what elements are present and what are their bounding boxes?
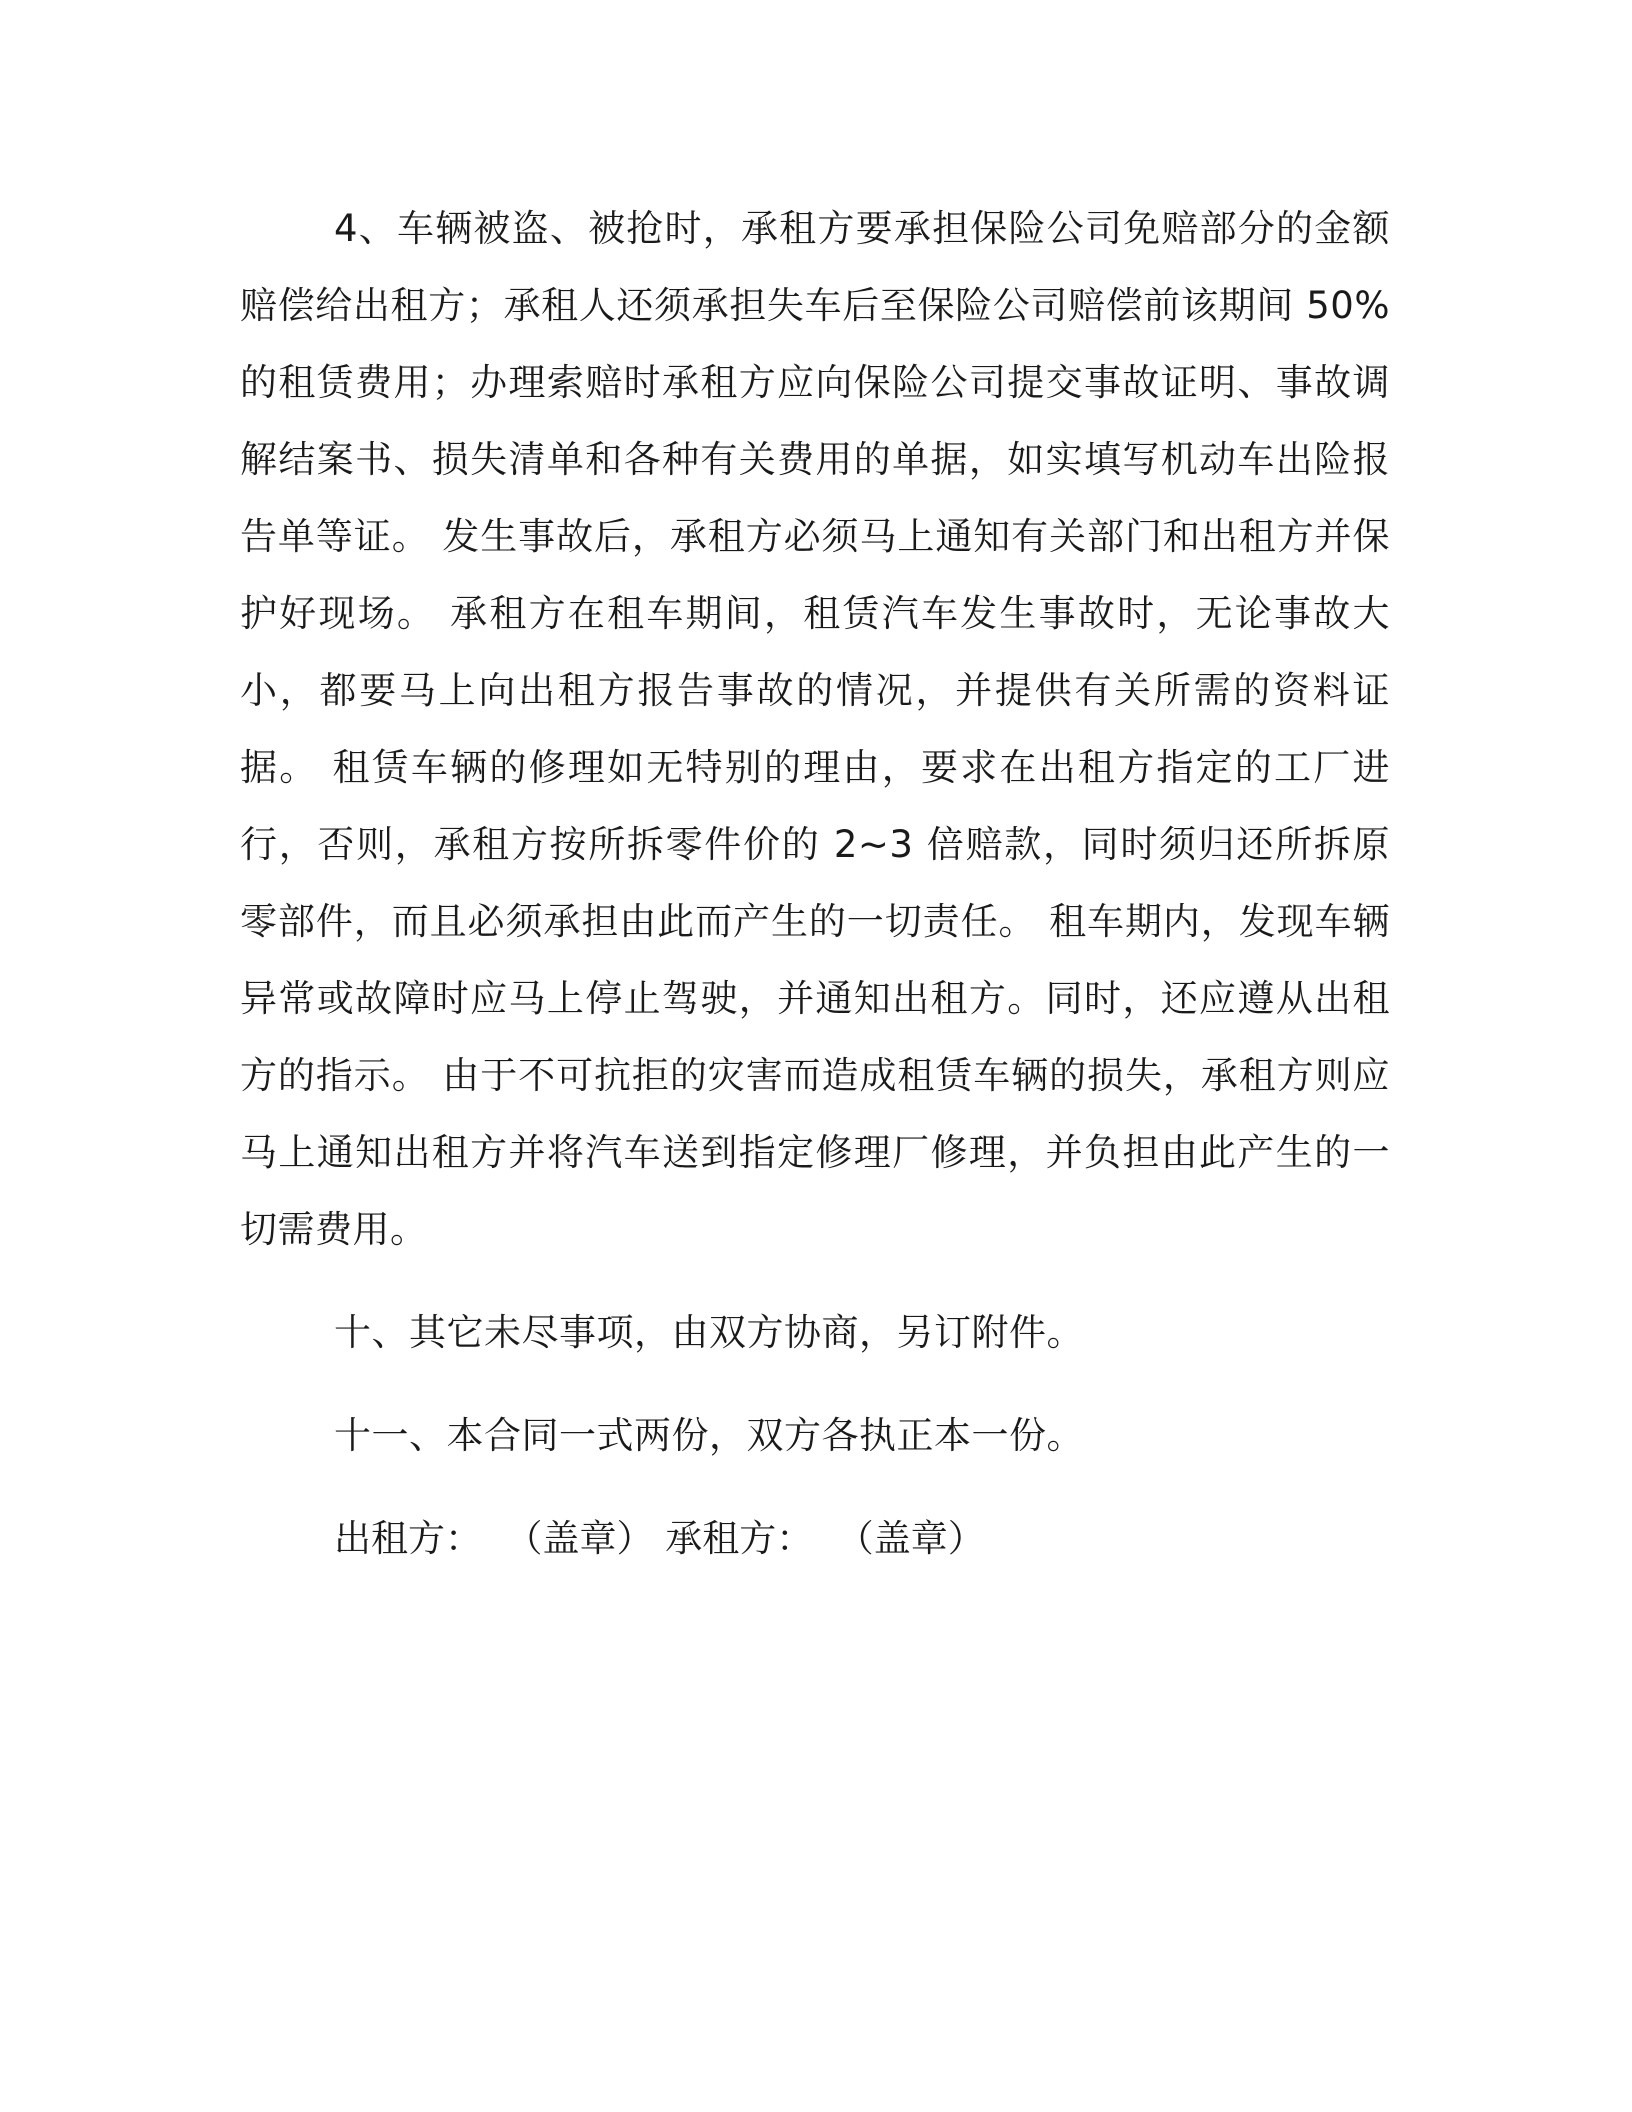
document-body [240, 190, 1390, 1577]
clause-11-paragraph: 十一、本合同一式两份，双方各执正本一份。 [334, 1414, 1084, 1457]
clause-4-paragraph: 4、车辆被盗、被抢时，承租方要承担保险公司免赔部分的金额赔偿给出租方；承租人还须承担失车后至保险公司赔偿前该期间 50%的租赁费用；办理索赔时承租方应向保险公司提交事故证明、事故调解结案书、损失清单和各种有关费用的单据，如实填写机动车出险报告单等证。 发生事故后，承租方必须马上通知有关部门和出租方并保护好现场。 承租方在租车期间，租赁汽车发生事故时，无论事故大小，都要马上向出租方报告事故的情况，并提供有关所需的资料证据。 租赁车辆的修理如无特别的理由，要求在出租方指定的工厂进行，否则，承租方按所拆零件价的 2~3 倍赔款，同时须归还所拆原零部件，而且必须承担由此而产生的一切责任。 租车期内，发现车辆异常或故障时应马上停止驾驶，并通知出租方。同时，还应遵从出租方的指示。 由于不可抗拒的灾害而造成租赁车辆的损失，承租方则应马上通知出租方并将汽车送到指定修理厂修理，并负担由此产生的一切需费用。 [240, 207, 1390, 1251]
signature-line: 出租方： （盖章） 承租方： （盖章） [334, 1517, 985, 1560]
clause-10-paragraph: 十、其它未尽事项，由双方协商，另订附件。 [334, 1311, 1084, 1354]
